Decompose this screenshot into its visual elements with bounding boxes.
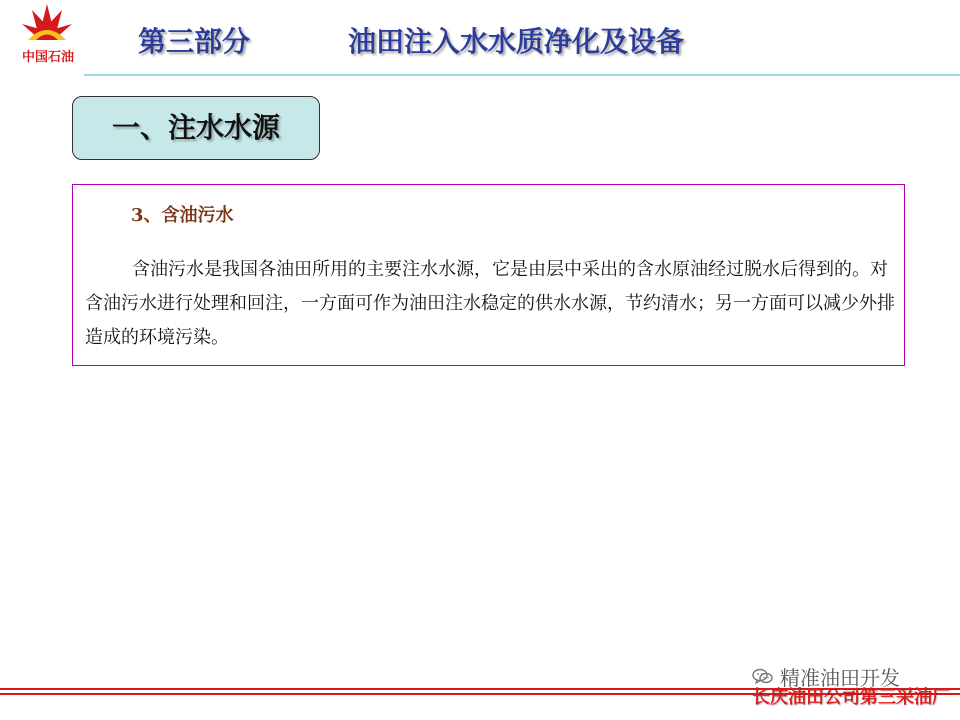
watermark-text: 精准油田开发 (780, 665, 900, 690)
header-divider (84, 74, 960, 76)
content-body: 含油污水是我国各油田所用的主要注水水源，它是由层中采出的含水原油经过脱水后得到的。对含油污水进行处理和回注，一方面可作为油田注水稳定的供水水源，节约清水；另一方面可以减少外排造成的环境污染。 (85, 259, 895, 348)
section-title-box (72, 96, 320, 160)
logo-text: 中国石油 (21, 50, 74, 65)
petrochina-logo-icon (20, 2, 74, 46)
wechat-icon (752, 667, 774, 685)
content-subheading: 3、含油污水 (131, 205, 234, 226)
content-panel (72, 184, 905, 366)
header-part: 第三部分 (138, 25, 251, 58)
company-logo (8, 2, 88, 70)
footer-organization: 长庆油田公司第三采油厂 (752, 687, 950, 708)
section-title: 一、注水水源 (111, 111, 280, 144)
header-title: 油田注入水水质净化及设备 (348, 25, 685, 58)
